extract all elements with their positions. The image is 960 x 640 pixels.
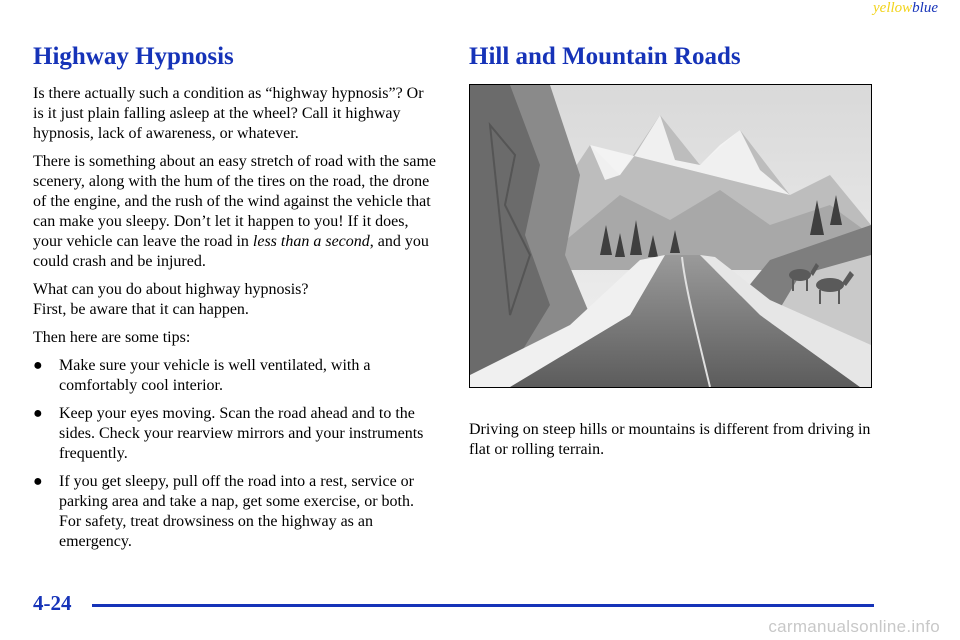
list-item [33, 404, 438, 464]
paragraph-intro: Is there actually such a condition as “highway hypnosis”? Or is it just plain falling asleep at the wheel? Call it highway hypnosis, lack of awareness, or whatever. [33, 85, 424, 142]
section-title-hill-mountain-roads: Hill and Mountain Roads [469, 43, 741, 70]
header-mark-blue: blue [912, 0, 938, 16]
tip-text: Make sure your vehicle is well ventilated, with a comfortably cool interior. [59, 357, 371, 394]
footer-rule [92, 604, 874, 607]
paragraph-what-can-you-do [33, 280, 438, 320]
paragraph-what-line1: What can you do about highway hypnosis? [33, 281, 309, 298]
bullet-icon: ● [33, 357, 43, 374]
paragraph-what-line2: First, be aware that it can happen. [33, 301, 249, 318]
tip-text: Keep your eyes moving. Scan the road ahead and to the sides. Check your rearview mirrors and your instruments frequently. [59, 405, 424, 462]
tips-list [33, 356, 438, 552]
watermark: carmanualsonline.info [768, 617, 940, 636]
paragraph-scenery-end: , and you could crash and be injured. [33, 233, 429, 270]
right-column [469, 40, 889, 468]
mountain-road-icon [470, 85, 871, 387]
list-item [33, 472, 438, 552]
list-item [33, 356, 438, 396]
mountain-road-illustration [469, 84, 872, 388]
bullet-icon: ● [33, 405, 43, 422]
bullet-icon: ● [33, 473, 43, 490]
emphasis-less-than-a-second: less than a second [252, 233, 370, 250]
tip-text: If you get sleepy, pull off the road into a rest, service or parking area and take a nap, get some exercise, or both. For safety, treat drowsiness on the highway as an emergency. [59, 473, 414, 550]
header-mark [873, 0, 938, 17]
header-mark-yellow: yellow [873, 0, 913, 16]
section-title-highway-hypnosis: Highway Hypnosis [33, 43, 234, 70]
caption-hill-mountain: Driving on steep hills or mountains is different from driving in flat or rolling terrain. [469, 421, 871, 458]
paragraph-tips-intro: Then here are some tips: [33, 329, 191, 346]
page-number: 4-24 [33, 591, 72, 615]
paragraph-scenery [33, 152, 438, 272]
left-column [33, 40, 438, 560]
paragraph-scenery-start: There is something about an easy stretch of road with the same scenery, along with the hum of the tires on the road, the drone of the engine, and the rush of the wind against the vehicle that can make you sleepy. Don’t let it happen to you! If it does, your vehicle can leave the road in [33, 153, 436, 250]
